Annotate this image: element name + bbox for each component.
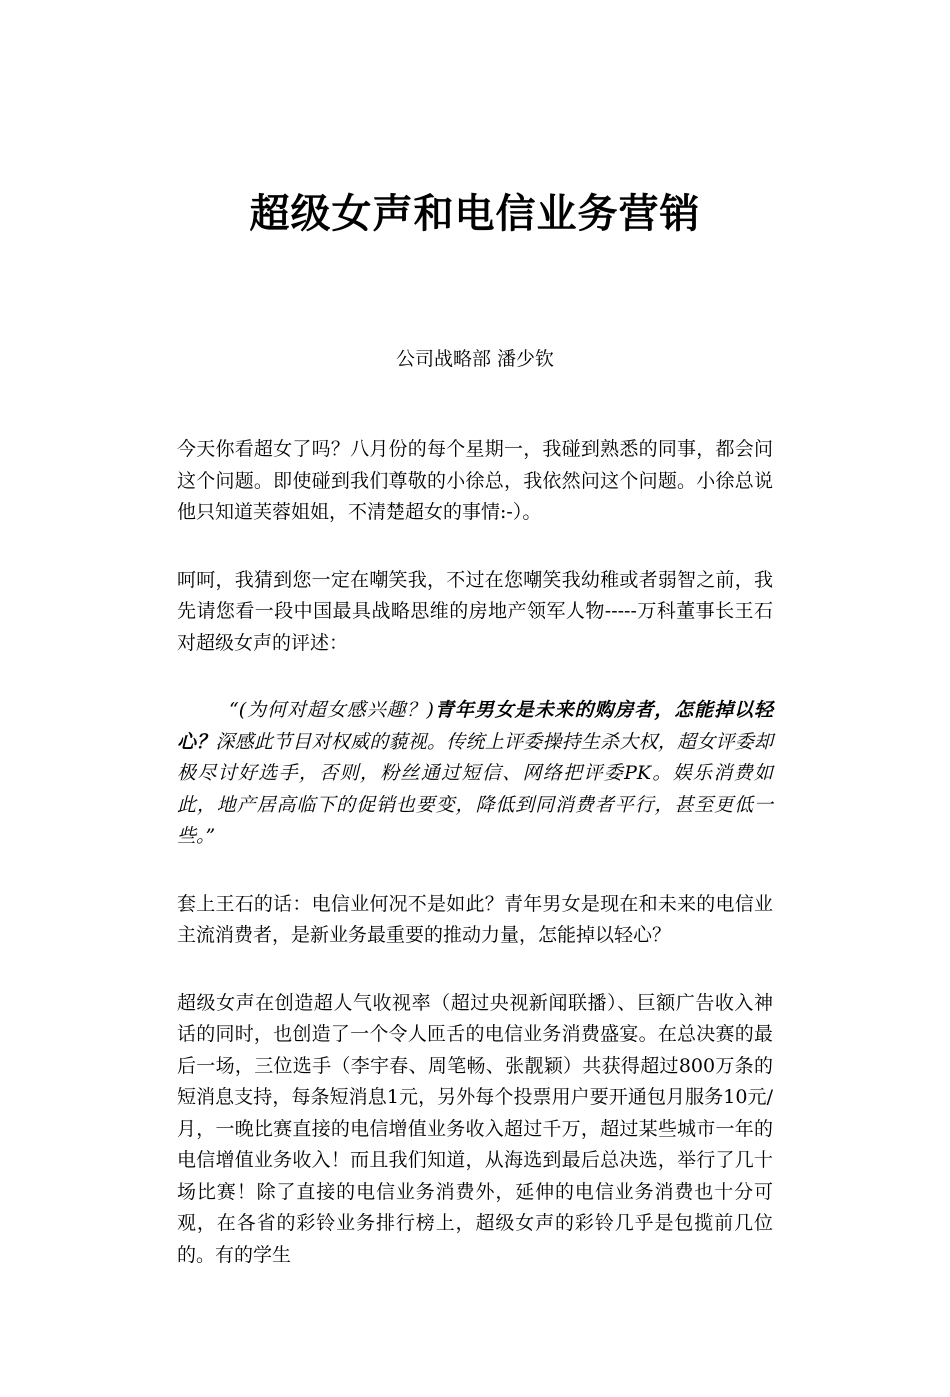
document-body — [177, 434, 773, 1307]
paragraph-super-girl-revenue: 超级女声在创造超人气收视率（超过央视新闻联播）、巨额广告收入神话的同时，也创造了一个令人匝舌的电信业务消费盛宴。在总决赛的最后一场，三位选手（李宇春、周笔畅、张靓颖）共获得超过800万条的短消息支持，每条短消息1元，另外每个投票用户要开通包月服务10元/月，一晚比赛直接的电信增值业务收入超过千万，超过某些城市一年的电信增值业务收入！而且我们知道，从海选到最后总决选，举行了几十场比赛！除了直接的电信业务消费外，延伸的电信业务消费也十分可观，在各省的彩铃业务排行榜上，超级女声的彩铃几乎是包揽前几位的。有的学生 — [177, 991, 773, 1266]
quote-part-1: “(为何对超女感兴趣？) — [229, 699, 434, 721]
quote-block — [177, 695, 773, 853]
author-byline: 公司战略部 潘少钦 — [395, 348, 555, 370]
paragraph-wangshi-intro: 呵呵，我猜到您一定在嘲笑我，不过在您嘲笑我幼稚或者弱智之前，我先请您看一段中国最具战略思维的房地产领军人物-----万科董事长王石对超级女声的评述： — [177, 568, 773, 654]
paragraph-telecom: 套上王石的话：电信业何况不是如此？青年男女是现在和未来的电信业主流消费者，是新业务最重要的推动力量，怎能掉以轻心？ — [177, 892, 773, 946]
quote-part-3: 深感此节目对权威的藐视。传统上评委操持生杀大权，超女评委却极尽讨好选手，否则，粉丝通过短信、网络把评委PK。娱乐消费如此，地产居高临下的促销也要变，降低到同消费者平行，甚至更低一些。” — [177, 730, 773, 847]
quote-part-2-bold: 青年男女是未来的购房者，怎能掉以轻心？ — [177, 699, 773, 753]
document-title: 超级女声和电信业务营销 — [249, 190, 701, 237]
paragraph-intro: 今天你看超女了吗？八月份的每个星期一，我碰到熟悉的同事，都会问这个问题。即使碰到我们尊敬的小徐总，我依然问这个问题。小徐总说他只知道芙蓉姐姐，不清楚超女的事情:-）。 — [177, 438, 773, 523]
